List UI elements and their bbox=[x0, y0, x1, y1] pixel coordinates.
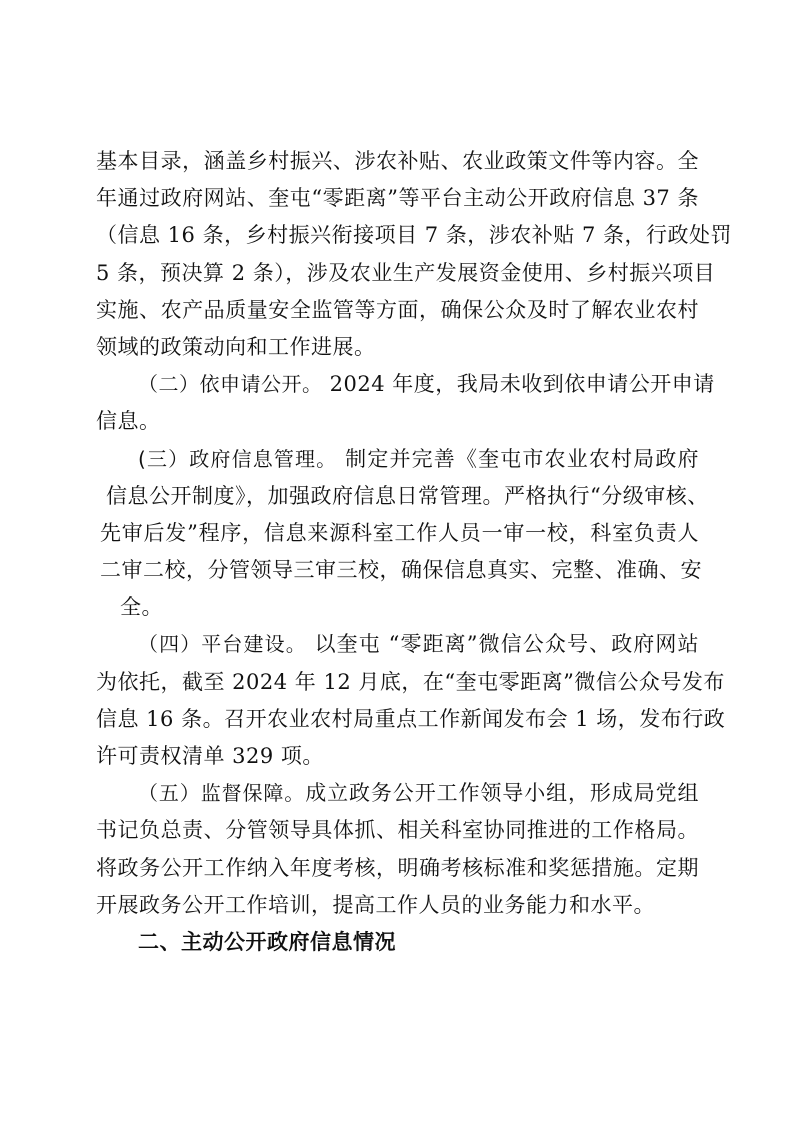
paragraph-title: （五）监督保障。 bbox=[138, 781, 306, 806]
text-line bbox=[96, 626, 699, 663]
text-line: （信息 16 条，乡村振兴衔接项目 7 条，涉农补贴 7 条，行政处罚 bbox=[96, 223, 732, 248]
text-line: 信息公开制度》，加强政府信息日常管理。严格执行“分级审核、 bbox=[106, 483, 709, 508]
paragraph-title: （四）平台建设。 bbox=[138, 632, 307, 657]
text-run: 2024 年度，我局未收到依申请公开申请 bbox=[322, 372, 715, 397]
text-line: 5 条，预决算 2 条），涉及农业生产发展资金使用、乡村振兴项目 bbox=[96, 260, 716, 285]
text-run: 以奎屯 “零距离”微信公众号、政府网站 bbox=[306, 632, 699, 657]
text-line: 年通过政府网站、奎屯“零距离”等平台主动公开政府信息 37 条 bbox=[96, 186, 699, 211]
text-line: 信息。 bbox=[96, 409, 161, 434]
text-line: 二审二校，分管领导三审三校，确保信息真实、完整、准确、安 bbox=[100, 558, 702, 583]
paragraph-info-management bbox=[96, 441, 709, 627]
text-line: 全。 bbox=[120, 595, 163, 620]
text-line: 先审后发”程序，信息来源科室工作人员一审一校，科室负责人 bbox=[100, 520, 699, 545]
text-line: 将政务公开工作纳入年度考核，明确考核标准和奖惩措施。定期 bbox=[96, 855, 699, 880]
text-run: 成立政务公开工作领导小组，形成局党组 bbox=[305, 781, 700, 806]
text-line: 基本目录，涵盖乡村振兴、涉农补贴、农业政策文件等内容。全 bbox=[96, 149, 699, 173]
text-run: 制定并完善《奎屯市农业农村局政府 bbox=[337, 446, 699, 471]
text-line: 实施、农产品质量安全监管等方面，确保公众及时了解农业农村 bbox=[96, 297, 699, 322]
text-line: 开展政务公开工作培训，提高工作人员的业务能力和水平。 bbox=[96, 892, 655, 917]
section-heading: 二、主动公开政府信息情况 bbox=[138, 929, 396, 954]
text-line bbox=[96, 441, 699, 478]
text-line: 为依托，截至 2024 年 12 月底，在“奎屯零距离”微信公众号发布 bbox=[96, 669, 725, 694]
paragraph-on-request-disclosure bbox=[96, 366, 715, 440]
paragraph-supervision-guarantee bbox=[96, 775, 699, 924]
paragraph-platform-construction bbox=[96, 626, 726, 775]
document-page bbox=[96, 143, 732, 961]
text-line bbox=[96, 775, 699, 812]
text-line: 书记负总责、分管领导具体抓、相关科室协同推进的工作格局。 bbox=[96, 818, 699, 843]
text-line: 信息 16 条。召开农业农村局重点工作新闻发布会 1 场，发布行政 bbox=[96, 706, 726, 731]
paragraph-title: （二）依申请公开。 bbox=[138, 372, 323, 397]
text-line: 领域的政策动向和工作进展。 bbox=[96, 334, 376, 359]
text-line: 许可责权清单 329 项。 bbox=[96, 744, 324, 768]
text-line bbox=[96, 366, 715, 403]
paragraph-title: (三）政府信息管理。 bbox=[138, 446, 338, 471]
paragraph-active-disclosure-continued bbox=[96, 143, 732, 366]
